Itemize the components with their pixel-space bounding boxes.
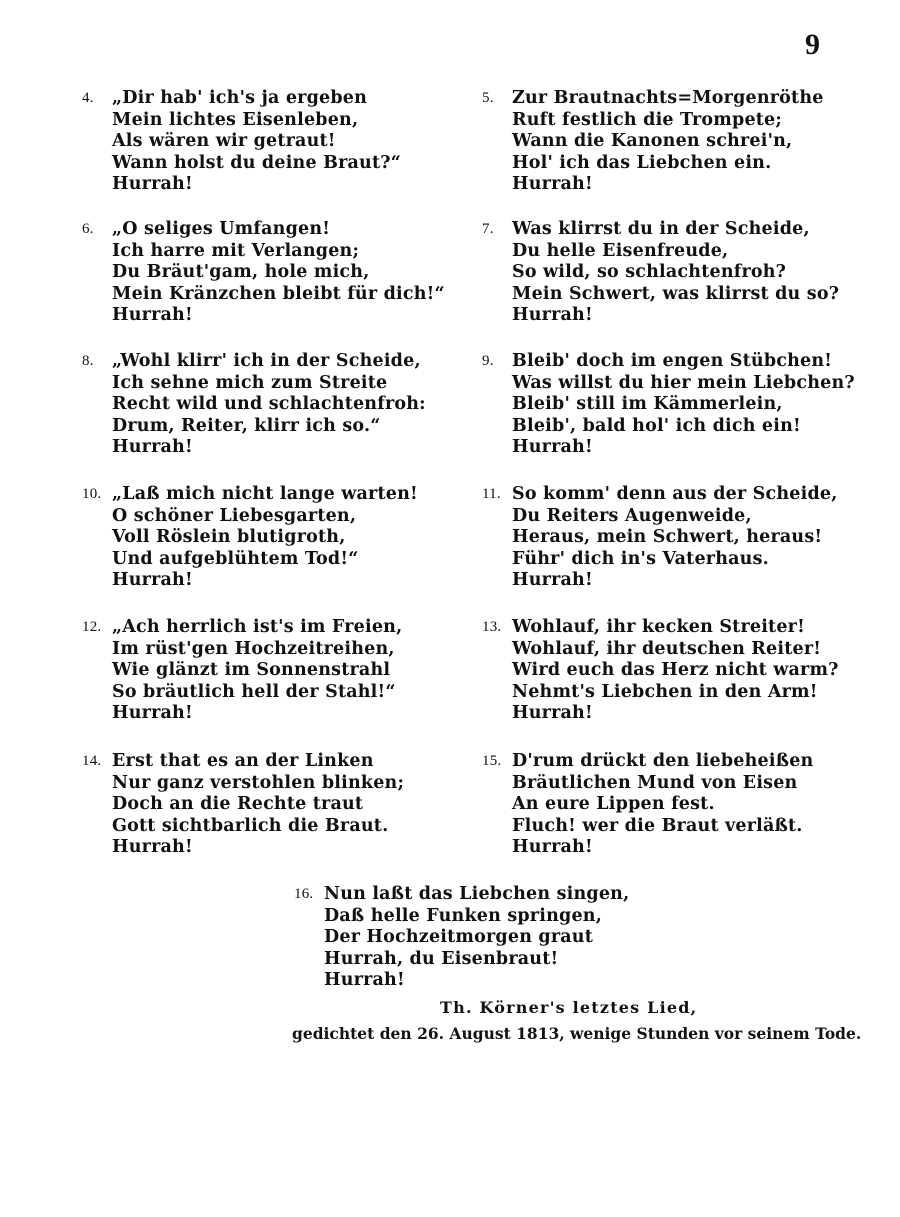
stanza-number: 15. (482, 753, 502, 769)
stanza-6 (82, 219, 445, 327)
stanza-number: 9. (482, 353, 494, 369)
verse-line: Heraus, mein Schwert, heraus! (512, 527, 823, 547)
verse-line: Voll Röslein blutigroth, (112, 527, 346, 547)
verse-line: Wohlauf, ihr deutschen Reiter! (512, 638, 822, 659)
dedication-line: gedichtet den 26. August 1813, wenige Stunden vor seinem Tode. (292, 1024, 862, 1043)
verse-line: Der Hochzeitmorgen graut (324, 927, 594, 947)
stanza-16 (294, 884, 629, 992)
verse-line: Daß helle Funken springen, (324, 905, 602, 926)
verse-line: Hol' ich das Liebchen ein. (512, 152, 772, 173)
verse-line: „O seliges Umfangen! (112, 219, 331, 239)
stanza-number: 6. (82, 221, 94, 237)
stanza-number: 4. (82, 90, 94, 106)
verse-line: Und aufgeblühtem Tod!“ (112, 548, 359, 569)
verse-line: Mein Kränzchen bleibt für dich!“ (112, 283, 445, 304)
stanza-12 (82, 617, 402, 725)
stanza-number: 11. (482, 486, 501, 502)
stanza-number: 8. (82, 353, 94, 369)
stanza-number: 16. (294, 886, 314, 902)
verse-line: O schöner Liebesgarten, (112, 505, 357, 526)
verse-line: So wild, so schlachtenfroh? (512, 262, 787, 282)
verse-line: Ich harre mit Verlangen; (112, 240, 360, 261)
verse-line: Hurrah! (324, 970, 405, 990)
verse-line: Mein Schwert, was klirrst du so? (512, 283, 840, 304)
stanza-5 (482, 88, 824, 196)
verse-line: Hurrah! (112, 437, 193, 457)
page-number: 9 (805, 28, 820, 61)
verse-line: Ruft festlich die Trompete; (512, 109, 783, 130)
verse-line: „Wohl klirr' ich in der Scheide, (112, 351, 421, 371)
verse-line: Wohlauf, ihr kecken Streiter! (512, 617, 805, 637)
verse-line: Hurrah! (512, 837, 593, 857)
verse-line: Hurrah! (512, 703, 593, 723)
verse-line: Nur ganz verstohlen blinken; (112, 772, 405, 793)
verse-line: Als wären wir getraut! (112, 131, 336, 151)
stanza-11 (482, 484, 838, 592)
verse-line: Nun laßt das Liebchen singen, (324, 884, 630, 904)
stanza-4 (82, 88, 401, 196)
verse-line: Du Bräut'gam, hole mich, (112, 262, 370, 282)
stanza-10 (82, 484, 418, 592)
verse-line: Doch an die Rechte traut (112, 794, 364, 814)
verse-line: Fluch! wer die Braut verläßt. (512, 815, 803, 836)
stanza-9 (482, 351, 855, 459)
verse-line: Bleib' doch im engen Stübchen! (512, 351, 833, 371)
verse-line: Mein lichtes Eisenleben, (112, 109, 359, 130)
verse-line: Wird euch das Herz nicht warm? (512, 660, 839, 680)
verse-line: Bräutlichen Mund von Eisen (512, 772, 798, 793)
verse-line: Drum, Reiter, klirr ich so.“ (112, 415, 381, 436)
verse-line: Hurrah! (112, 837, 193, 857)
verse-line: Im rüst'gen Hochzeitreihen, (112, 638, 395, 659)
verse-line: Gott sichtbarlich die Braut. (112, 815, 389, 836)
verse-line: Hurrah! (112, 174, 193, 194)
stanza-number: 5. (482, 90, 494, 106)
verse-line: So komm' denn aus der Scheide, (512, 484, 838, 504)
stanza-13 (482, 617, 839, 725)
verse-line: D'rum drückt den liebeheißen (512, 751, 814, 771)
verse-line: Hurrah! (112, 703, 193, 723)
attribution: Th. Körner's letztes Lied, (440, 998, 698, 1017)
stanza-number: 13. (482, 619, 502, 635)
verse-line: Führ' dich in's Vaterhaus. (512, 548, 769, 569)
verse-line: Wann die Kanonen schrei'n, (512, 131, 793, 151)
verse-line: „Dir hab' ich's ja ergeben (112, 88, 368, 108)
verse-line: Hurrah, du Eisenbraut! (324, 948, 559, 969)
verse-line: Zur Brautnachts=Morgenröthe (512, 88, 824, 108)
verse-line: Hurrah! (512, 437, 593, 457)
stanza-7 (482, 219, 839, 327)
stanza-number: 12. (82, 619, 102, 635)
verse-line: „Laß mich nicht lange warten! (112, 484, 418, 504)
verse-line: Hurrah! (512, 570, 593, 590)
verse-line: So bräutlich hell der Stahl!“ (112, 681, 396, 702)
verse-line: Recht wild und schlachtenfroh: (112, 394, 426, 414)
stanza-14 (82, 751, 404, 859)
verse-line: Du helle Eisenfreude, (512, 240, 729, 261)
stanza-number: 14. (82, 753, 102, 769)
verse-line: Du Reiters Augenweide, (512, 505, 752, 526)
verse-line: Erst that es an der Linken (112, 751, 374, 771)
verse-line: Ich sehne mich zum Streite (112, 372, 388, 393)
verse-line: „Ach herrlich ist's im Freien, (112, 617, 403, 637)
verse-line: Wie glänzt im Sonnenstrahl (112, 660, 391, 680)
verse-line: Bleib' still im Kämmerlein, (512, 394, 783, 414)
verse-line: Hurrah! (112, 570, 193, 590)
verse-line: Bleib', bald hol' ich dich ein! (512, 415, 801, 436)
verse-line: Nehmt's Liebchen in den Arm! (512, 681, 818, 702)
verse-line: Wann holst du deine Braut?“ (112, 152, 401, 173)
stanza-number: 10. (82, 486, 102, 502)
verse-line: Hurrah! (112, 305, 193, 325)
verse-line: An eure Lippen fest. (512, 794, 715, 814)
stanza-8 (82, 351, 426, 459)
stanza-number: 7. (482, 221, 494, 237)
verse-line: Hurrah! (512, 174, 593, 194)
verse-line: Was willst du hier mein Liebchen? (512, 372, 855, 393)
stanza-15 (482, 751, 813, 859)
verse-line: Hurrah! (512, 305, 593, 325)
verse-line: Was klirrst du in der Scheide, (512, 219, 810, 239)
